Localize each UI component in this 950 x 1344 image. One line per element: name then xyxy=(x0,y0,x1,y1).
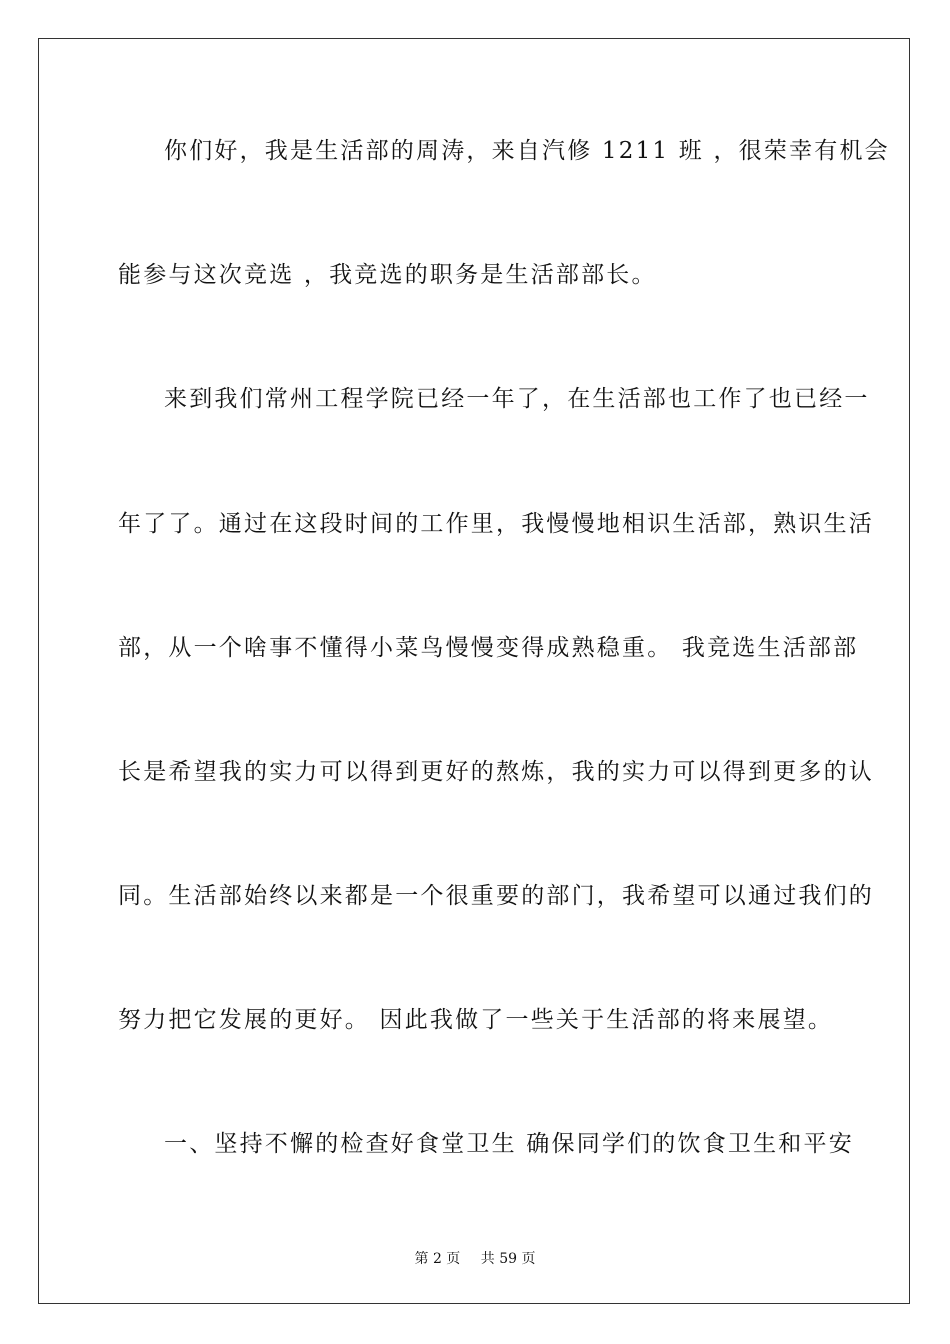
paragraph-line-5: 部，从一个啥事不懂得小菜鸟慢慢变得成熟稳重。 我竞选生活部部 xyxy=(118,635,859,661)
paragraph-line-2: 能参与这次竞选 ，我竞选的职务是生活部部长。 xyxy=(118,262,657,288)
page-number: 第 2 页 xyxy=(414,1251,461,1267)
page-footer xyxy=(0,1248,950,1268)
paragraph-line-6: 长是希望我的实力可以得到更好的熬炼，我的实力可以得到更多的认 xyxy=(118,759,874,785)
paragraph-line-3: 来到我们常州工程学院已经一年了，在生活部也工作了也已经一 xyxy=(164,386,870,412)
paragraph-line-9: 一、坚持不懈的检查好食堂卫生 确保同学们的饮食卫生和平安 xyxy=(164,1131,854,1157)
page-total: 共 59 页 xyxy=(480,1251,536,1267)
paragraph-line-1: 你们好，我是生活部的周涛，来自汽修 1211 班 ，很荣幸有机会 xyxy=(164,138,890,164)
paragraph-line-8: 努力把它发展的更好。 因此我做了一些关于生活部的将来展望。 xyxy=(118,1007,834,1033)
paragraph-line-7: 同。生活部始终以来都是一个很重要的部门，我希望可以通过我们的 xyxy=(118,883,874,909)
paragraph-line-4: 年了了。通过在这段时间的工作里，我慢慢地相识生活部，熟识生活 xyxy=(118,511,874,537)
page-border xyxy=(38,38,910,1304)
